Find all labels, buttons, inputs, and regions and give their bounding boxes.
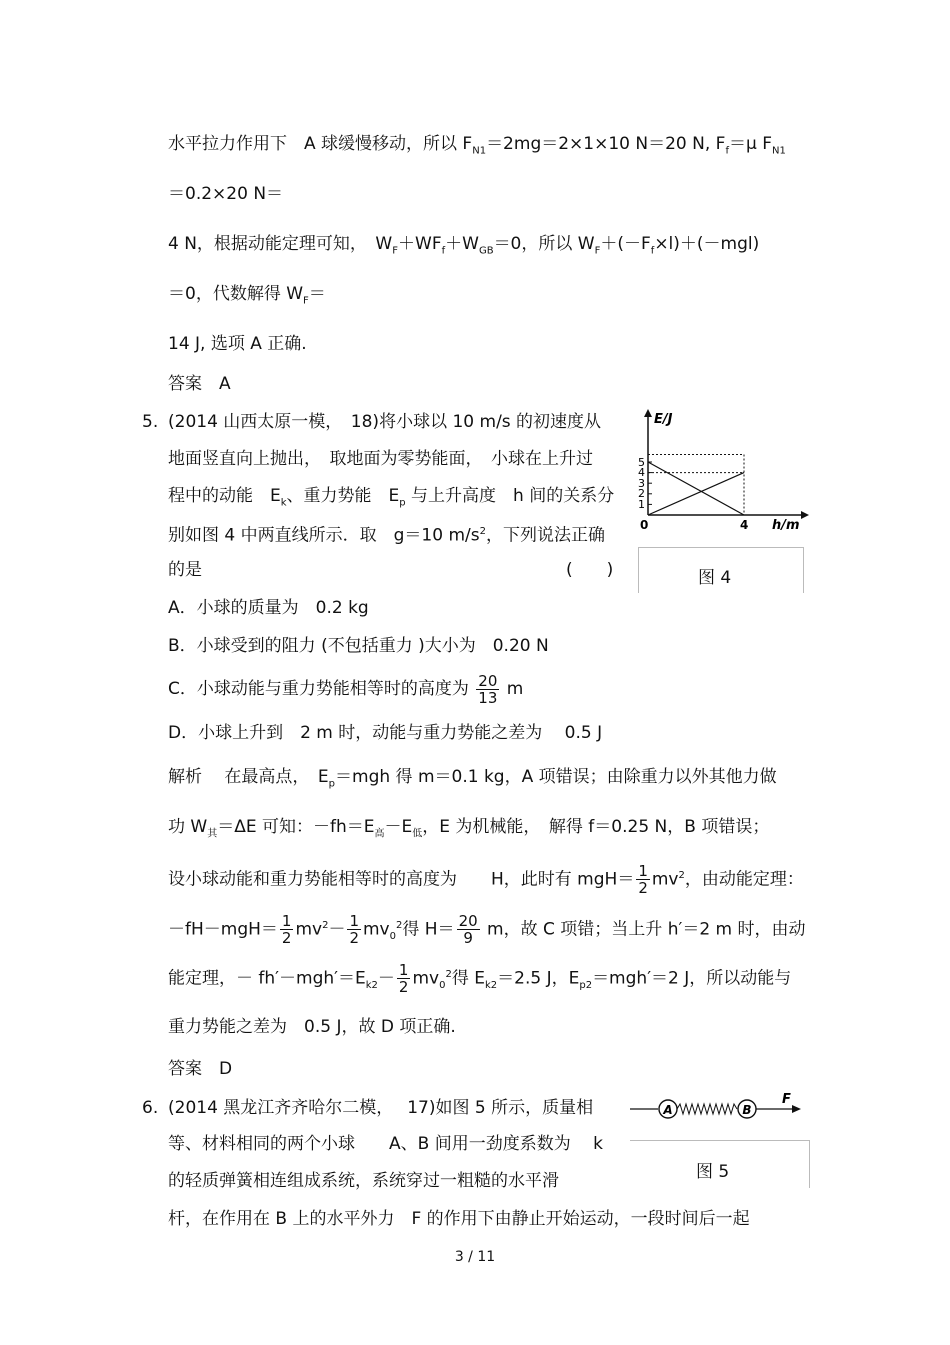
figure-caption: 图 4 [698, 568, 732, 588]
figure-divider [803, 547, 804, 593]
y-tick-label: 2 [638, 487, 645, 500]
option-c: C．小球动能与重力势能相等时的高度为 $\frac{20}{13}$ m [168, 671, 524, 707]
solution-line: 水平拉力作用下 A 球缓慢移动，所以 $F_{N1}=2mg=2\times 1\times 10$ N＝20 N, $F_f=\mu$ $F_{N1}$ [168, 134, 786, 157]
x-tick-label: 4 [740, 518, 749, 532]
answer-line: 答案 A [168, 374, 231, 394]
ball-b-label: B [742, 1103, 752, 1117]
solution-line: 功 $W_其=\Delta E$ 可知：$-fh=E_高-E_低$，E 为机械能， 解得 f＝0.25 N，B 项错误； [168, 817, 770, 840]
solution-line: ＝0.2×20 N＝ [168, 184, 284, 204]
solution-line: 设小球动能和重力势能相等时的高度为 H，此时有 mgH＝ $\frac{1}{2}$ $mv^2$，由动能定理： [168, 862, 804, 898]
question-line: (2014 山西太原一模， 18)将小球以 10 m/s 的初速度从 [168, 412, 602, 432]
force-label: F [782, 1092, 791, 1107]
origin-label: 0 [640, 518, 649, 532]
option-a: A．小球的质量为 0.2 kg [168, 598, 369, 618]
figure-divider [638, 547, 804, 548]
kinetic-energy-line [648, 462, 744, 515]
figure-divider [809, 1140, 810, 1188]
potential-energy-line [648, 473, 744, 515]
answer-blank: ( ) [566, 560, 614, 580]
figure-caption: 图 5 [696, 1162, 730, 1182]
figure-5-spring-diagram [626, 1092, 806, 1126]
question-number: 6. [142, 1098, 159, 1118]
option-d: D．小球上升到 2 m 时，动能与重力势能之差为 0.5 J [168, 723, 603, 743]
solution-line: 重力势能之差为 0.5 J，故 D 项正确. [168, 1017, 456, 1037]
question-number: 5. [142, 412, 159, 432]
question-line: 的是 [168, 560, 202, 580]
solution-line: ＝0，代数解得 $W_F=$ [168, 284, 326, 307]
answer-line: 答案 D [168, 1059, 233, 1079]
solution-line: 14 J, 选项 A 正确. [168, 334, 307, 354]
option-b: B．小球受到的阻力 (不包括重力 )大小为 0.20 N [168, 636, 549, 656]
y-tick-label: 1 [638, 498, 645, 511]
figure-4-graph [636, 405, 811, 535]
question-line: 等、材料相同的两个小球 A、B 间用一劲度系数为 k [168, 1134, 603, 1154]
question-line: 的轻质弹簧相连组成系统，系统穿过一粗糙的水平滑 [168, 1171, 559, 1191]
y-tick-label: 4 [638, 466, 645, 479]
y-tick-label: 5 [638, 456, 645, 469]
x-axis-label: h/m [772, 518, 800, 533]
question-line: 程中的动能 $E_k$、重力势能 $E_p$ 与上升高度 h 间的关系分 [168, 486, 615, 509]
figure-divider [638, 547, 639, 593]
ball-a-label: A [663, 1103, 673, 1117]
spring [677, 1104, 737, 1114]
solution-line: 4 N，根据动能定理可知， $W_F+WF_f+W_{GB}=0$，所以 $W_F+(-F_f\times l)+(-mgl)$ [168, 234, 760, 257]
solution-line: 解析 在最高点， $E_p=mgh$ 得 m＝0.1 kg，A 项错误；由除重力以外其他力做 [168, 767, 777, 790]
y-tick-label: 3 [638, 477, 645, 490]
solution-line: －fH－mgH＝ $\frac{1}{2}$ $mv^2-$ $\frac{1}{2}$ $mv_0^2$得 H＝ $\frac{20}{9}$ m，故 C 项错；当上升 h′＝2 m 时，由动 [168, 912, 806, 948]
y-axis-label: E/J [654, 412, 673, 427]
fraction: $\frac{20}{13}$ [478, 671, 498, 707]
page-number: 3 / 11 [454, 1249, 496, 1265]
question-line: 地面竖直向上抛出， 取地面为零势能面， 小球在上升过 [168, 449, 593, 469]
figure-divider [630, 1140, 810, 1141]
question-line: 杆，在作用在 B 上的水平外力 F 的作用下由静止开始运动，一段时间后一起 [168, 1209, 750, 1229]
solution-line: 能定理，－ $fh'-mgh'=E_{k2}-$ $\frac{1}{2}$ $mv_0^2$得 $E_{k2}=2.5$ J，$E_{p2}=mgh'=2$ J，所以动能与 [168, 961, 792, 997]
question-line: 别如图 4 中两直线所示．取 g＝10 $m/s^2$，下列说法正确 [168, 525, 605, 546]
question-line: (2014 黑龙江齐齐哈尔二模， 17)如图 5 所示，质量相 [168, 1098, 594, 1118]
